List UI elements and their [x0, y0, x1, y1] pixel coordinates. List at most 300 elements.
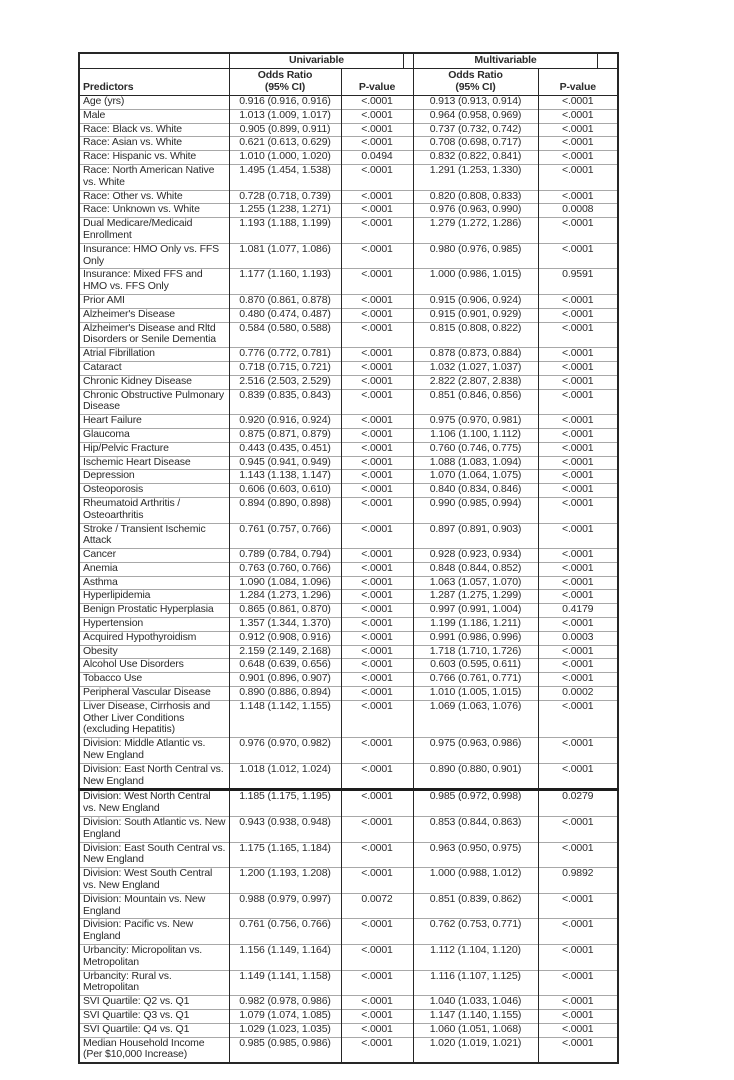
univariable-odds-ratio-cell: 1.193 (1.188, 1.199) — [229, 218, 341, 244]
predictor-cell: Glaucoma — [79, 428, 229, 442]
multivariable-p-value-cell: <.0001 — [538, 497, 618, 523]
multivariable-odds-ratio-cell: 0.897 (0.891, 0.903) — [413, 523, 538, 549]
univariable-p-value-cell: <.0001 — [341, 631, 413, 645]
multivariable-odds-ratio-cell: 0.766 (0.761, 0.771) — [413, 673, 538, 687]
univariable-p-value-cell: <.0001 — [341, 970, 413, 996]
univariable-odds-ratio-cell: 0.945 (0.941, 0.949) — [229, 456, 341, 470]
univariable-odds-ratio-cell: 0.976 (0.970, 0.982) — [229, 738, 341, 764]
univariable-p-value-column-header: P-value — [341, 69, 413, 96]
multivariable-group-header: Multivariable — [413, 54, 598, 68]
univariable-p-value-cell: <.0001 — [341, 109, 413, 123]
table-row — [79, 389, 618, 415]
multivariable-odds-ratio-cell: 1.112 (1.104, 1.120) — [413, 945, 538, 971]
multivariable-group-cell — [413, 53, 618, 69]
table-row — [79, 96, 618, 110]
table-row — [79, 190, 618, 204]
multivariable-p-value-cell: <.0001 — [538, 700, 618, 737]
multivariable-p-value-column-header: P-value — [538, 69, 618, 96]
multivariable-p-value-cell: <.0001 — [538, 842, 618, 868]
predictor-cell: Race: Unknown vs. White — [79, 204, 229, 218]
multivariable-odds-ratio-cell: 1.718 (1.710, 1.726) — [413, 645, 538, 659]
univariable-odds-ratio-cell: 0.890 (0.886, 0.894) — [229, 687, 341, 701]
multivariable-p-value-cell: 0.0279 — [538, 790, 618, 817]
univariable-odds-ratio-cell: 1.185 (1.175, 1.195) — [229, 790, 341, 817]
multivariable-p-value-cell: <.0001 — [538, 1009, 618, 1023]
multivariable-p-value-cell: <.0001 — [538, 919, 618, 945]
multivariable-p-value-cell: <.0001 — [538, 361, 618, 375]
table-row — [79, 604, 618, 618]
multivariable-p-value-cell: <.0001 — [538, 945, 618, 971]
multivariable-odds-ratio-cell: 0.851 (0.846, 0.856) — [413, 389, 538, 415]
predictor-cell: Male — [79, 109, 229, 123]
univariable-odds-ratio-cell: 0.865 (0.861, 0.870) — [229, 604, 341, 618]
univariable-odds-ratio-cell: 0.648 (0.639, 0.656) — [229, 659, 341, 673]
multivariable-p-value-cell: <.0001 — [538, 137, 618, 151]
univariable-odds-ratio-cell: 0.789 (0.784, 0.794) — [229, 549, 341, 563]
multivariable-odds-ratio-cell: 0.963 (0.950, 0.975) — [413, 842, 538, 868]
univariable-p-value-cell: <.0001 — [341, 523, 413, 549]
multivariable-p-value-cell: <.0001 — [538, 348, 618, 362]
multivariable-p-value-cell: <.0001 — [538, 996, 618, 1010]
univariable-p-value-cell: <.0001 — [341, 243, 413, 269]
predictor-cell: Cancer — [79, 549, 229, 563]
multivariable-p-value-cell: 0.9591 — [538, 269, 618, 295]
multivariable-odds-ratio-cell: 0.975 (0.963, 0.986) — [413, 738, 538, 764]
univariable-odds-ratio-cell: 1.148 (1.142, 1.155) — [229, 700, 341, 737]
multivariable-odds-ratio-cell: 0.980 (0.976, 0.985) — [413, 243, 538, 269]
multivariable-odds-ratio-cell: 0.878 (0.873, 0.884) — [413, 348, 538, 362]
predictor-cell: Hyperlipidemia — [79, 590, 229, 604]
multivariable-odds-ratio-cell: 1.063 (1.057, 1.070) — [413, 576, 538, 590]
univariable-p-value-cell: <.0001 — [341, 484, 413, 498]
univariable-p-value-cell: <.0001 — [341, 164, 413, 190]
table-row — [79, 361, 618, 375]
univariable-p-value-cell: <.0001 — [341, 218, 413, 244]
predictor-cell: Cataract — [79, 361, 229, 375]
multivariable-odds-ratio-cell: 0.603 (0.595, 0.611) — [413, 659, 538, 673]
multivariable-odds-ratio-cell: 1.291 (1.253, 1.330) — [413, 164, 538, 190]
table-body — [79, 96, 618, 1064]
multivariable-p-value-cell: <.0001 — [538, 576, 618, 590]
univariable-odds-ratio-cell: 0.480 (0.474, 0.487) — [229, 308, 341, 322]
univariable-odds-ratio-cell: 0.988 (0.979, 0.997) — [229, 893, 341, 919]
predictor-cell: Urbancity: Rural vs. Metropolitan — [79, 970, 229, 996]
multivariable-odds-ratio-cell: 1.032 (1.027, 1.037) — [413, 361, 538, 375]
univariable-p-value-cell: <.0001 — [341, 470, 413, 484]
multivariable-odds-ratio-cell: 0.832 (0.822, 0.841) — [413, 151, 538, 165]
predictor-cell: Division: East South Central vs. New England — [79, 842, 229, 868]
predictor-cell: SVI Quartile: Q4 vs. Q1 — [79, 1023, 229, 1037]
multivariable-odds-ratio-cell: 0.815 (0.808, 0.822) — [413, 322, 538, 348]
univariable-p-value-cell: <.0001 — [341, 442, 413, 456]
univariable-p-value-cell: <.0001 — [341, 322, 413, 348]
univariable-odds-ratio-cell: 1.357 (1.344, 1.370) — [229, 618, 341, 632]
predictor-cell: Acquired Hypothyroidism — [79, 631, 229, 645]
odds-ratio-label-line2: (95% CI) — [455, 80, 496, 93]
table-row — [79, 631, 618, 645]
univariable-p-value-cell: <.0001 — [341, 590, 413, 604]
predictor-cell: Insurance: HMO Only vs. FFS Only — [79, 243, 229, 269]
predictor-cell: Race: Black vs. White — [79, 123, 229, 137]
table-row — [79, 294, 618, 308]
univariable-p-value-cell: <.0001 — [341, 763, 413, 790]
univariable-odds-ratio-cell: 0.901 (0.896, 0.907) — [229, 673, 341, 687]
predictor-cell: Tobacco Use — [79, 673, 229, 687]
predictor-cell: Alcohol Use Disorders — [79, 659, 229, 673]
table-row — [79, 618, 618, 632]
multivariable-odds-ratio-cell: 1.000 (0.988, 1.012) — [413, 868, 538, 894]
odds-ratio-results-table — [78, 52, 619, 1064]
table-row — [79, 204, 618, 218]
multivariable-p-value-cell: <.0001 — [538, 673, 618, 687]
column-header-row — [79, 69, 618, 96]
multivariable-odds-ratio-cell: 1.070 (1.064, 1.075) — [413, 470, 538, 484]
predictor-cell: Race: Asian vs. White — [79, 137, 229, 151]
multivariable-odds-ratio-cell: 0.915 (0.901, 0.929) — [413, 308, 538, 322]
univariable-odds-ratio-cell: 0.985 (0.985, 0.986) — [229, 1037, 341, 1063]
multivariable-odds-ratio-cell: 0.976 (0.963, 0.990) — [413, 204, 538, 218]
multivariable-odds-ratio-cell: 1.199 (1.186, 1.211) — [413, 618, 538, 632]
table-row — [79, 484, 618, 498]
table-row — [79, 348, 618, 362]
predictor-cell: Dual Medicare/Medicaid Enrollment — [79, 218, 229, 244]
table-row — [79, 817, 618, 843]
multivariable-odds-ratio-cell: 1.000 (0.986, 1.015) — [413, 269, 538, 295]
multivariable-odds-ratio-cell: 0.964 (0.958, 0.969) — [413, 109, 538, 123]
multivariable-p-value-cell: <.0001 — [538, 893, 618, 919]
univariable-odds-ratio-cell: 0.443 (0.435, 0.451) — [229, 442, 341, 456]
multivariable-p-value-cell: <.0001 — [538, 659, 618, 673]
table-row — [79, 562, 618, 576]
univariable-odds-ratio-cell: 1.090 (1.084, 1.096) — [229, 576, 341, 590]
univariable-p-value-cell: <.0001 — [341, 700, 413, 737]
predictor-cell: Rheumatoid Arthritis / Osteoarthritis — [79, 497, 229, 523]
multivariable-odds-ratio-cell: 0.737 (0.732, 0.742) — [413, 123, 538, 137]
univariable-p-value-cell: <.0001 — [341, 618, 413, 632]
univariable-p-value-cell: <.0001 — [341, 738, 413, 764]
univariable-p-value-cell: <.0001 — [341, 361, 413, 375]
table-row — [79, 996, 618, 1010]
univariable-p-value-cell: <.0001 — [341, 945, 413, 971]
table-row — [79, 428, 618, 442]
multivariable-p-value-cell: <.0001 — [538, 389, 618, 415]
predictor-cell: Obesity — [79, 645, 229, 659]
univariable-odds-ratio-cell: 1.013 (1.009, 1.017) — [229, 109, 341, 123]
univariable-p-value-cell: <.0001 — [341, 549, 413, 563]
multivariable-p-value-cell: <.0001 — [538, 308, 618, 322]
univariable-odds-ratio-cell: 0.839 (0.835, 0.843) — [229, 389, 341, 415]
multivariable-odds-ratio-cell: 1.147 (1.140, 1.155) — [413, 1009, 538, 1023]
table-row — [79, 218, 618, 244]
univariable-p-value-cell: <.0001 — [341, 1023, 413, 1037]
corner-cell — [79, 53, 229, 69]
table-row — [79, 164, 618, 190]
predictor-cell: Liver Disease, Cirrhosis and Other Liver Conditions (excluding Hepatitis) — [79, 700, 229, 737]
univariable-odds-ratio-cell: 0.916 (0.916, 0.916) — [229, 96, 341, 110]
multivariable-p-value-cell: <.0001 — [538, 763, 618, 790]
multivariable-p-value-cell: <.0001 — [538, 375, 618, 389]
predictor-cell: Division: South Atlantic vs. New England — [79, 817, 229, 843]
univariable-odds-ratio-cell: 0.920 (0.916, 0.924) — [229, 415, 341, 429]
predictor-cell: Division: Pacific vs. New England — [79, 919, 229, 945]
table-row — [79, 470, 618, 484]
multivariable-p-value-cell: <.0001 — [538, 1037, 618, 1063]
predictor-cell: Alzheimer's Disease — [79, 308, 229, 322]
multivariable-odds-ratio-cell: 1.279 (1.272, 1.286) — [413, 218, 538, 244]
table-row — [79, 970, 618, 996]
table-row — [79, 673, 618, 687]
multivariable-p-value-cell: 0.9892 — [538, 868, 618, 894]
univariable-odds-ratio-cell: 1.143 (1.138, 1.147) — [229, 470, 341, 484]
odds-ratio-label-line2: (95% CI) — [264, 80, 306, 93]
univariable-odds-ratio-cell: 0.763 (0.760, 0.766) — [229, 562, 341, 576]
predictor-cell: Alzheimer's Disease and Rltd Disorders or Senile Dementia — [79, 322, 229, 348]
univariable-odds-ratio-cell: 1.081 (1.077, 1.086) — [229, 243, 341, 269]
univariable-p-value-cell: <.0001 — [341, 348, 413, 362]
univariable-p-value-cell: <.0001 — [341, 428, 413, 442]
multivariable-p-value-cell: <.0001 — [538, 294, 618, 308]
univariable-p-value-cell: <.0001 — [341, 308, 413, 322]
table-row — [79, 1037, 618, 1063]
univariable-odds-ratio-cell: 2.159 (2.149, 2.168) — [229, 645, 341, 659]
table-row — [79, 687, 618, 701]
univariable-p-value-cell: <.0001 — [341, 790, 413, 817]
predictor-cell: Asthma — [79, 576, 229, 590]
multivariable-p-value-cell: <.0001 — [538, 243, 618, 269]
multivariable-p-value-cell: 0.0008 — [538, 204, 618, 218]
univariable-odds-ratio-cell: 1.177 (1.160, 1.193) — [229, 269, 341, 295]
predictor-cell: Race: Other vs. White — [79, 190, 229, 204]
multivariable-odds-ratio-cell: 1.020 (1.019, 1.021) — [413, 1037, 538, 1063]
univariable-odds-ratio-cell: 0.894 (0.890, 0.898) — [229, 497, 341, 523]
univariable-odds-ratio-cell: 1.149 (1.141, 1.158) — [229, 970, 341, 996]
univariable-odds-ratio-cell: 2.516 (2.503, 2.529) — [229, 375, 341, 389]
predictor-cell: Chronic Obstructive Pulmonary Disease — [79, 389, 229, 415]
univariable-odds-ratio-cell: 1.156 (1.149, 1.164) — [229, 945, 341, 971]
multivariable-p-value-cell: <.0001 — [538, 322, 618, 348]
predictor-cell: Stroke / Transient Ischemic Attack — [79, 523, 229, 549]
univariable-p-value-cell: <.0001 — [341, 576, 413, 590]
predictor-cell: Heart Failure — [79, 415, 229, 429]
univariable-p-value-cell: <.0001 — [341, 294, 413, 308]
table-row — [79, 1023, 618, 1037]
multivariable-p-value-cell: <.0001 — [538, 190, 618, 204]
predictor-cell: Division: East North Central vs. New England — [79, 763, 229, 790]
multivariable-odds-ratio-cell: 0.915 (0.906, 0.924) — [413, 294, 538, 308]
table-row — [79, 945, 618, 971]
multivariable-odds-ratio-cell: 1.106 (1.100, 1.112) — [413, 428, 538, 442]
group-header-row — [79, 53, 618, 69]
univariable-p-value-cell: <.0001 — [341, 1037, 413, 1063]
univariable-odds-ratio-cell: 0.621 (0.613, 0.629) — [229, 137, 341, 151]
table-row — [79, 645, 618, 659]
multivariable-p-value-cell: <.0001 — [538, 484, 618, 498]
univariable-p-value-cell: <.0001 — [341, 137, 413, 151]
predictor-cell: Depression — [79, 470, 229, 484]
univariable-p-value-cell: <.0001 — [341, 996, 413, 1010]
predictor-cell: Benign Prostatic Hyperplasia — [79, 604, 229, 618]
multivariable-odds-ratio-cell: 1.088 (1.083, 1.094) — [413, 456, 538, 470]
predictor-cell: Prior AMI — [79, 294, 229, 308]
univariable-odds-ratio-cell: 1.018 (1.012, 1.024) — [229, 763, 341, 790]
univariable-odds-ratio-cell: 0.718 (0.715, 0.721) — [229, 361, 341, 375]
univariable-p-value-cell: <.0001 — [341, 1009, 413, 1023]
univariable-p-value-cell: <.0001 — [341, 375, 413, 389]
multivariable-p-value-cell: <.0001 — [538, 645, 618, 659]
table-row — [79, 842, 618, 868]
predictor-cell: Median Household Income (Per $10,000 Increase) — [79, 1037, 229, 1063]
multivariable-p-value-cell: <.0001 — [538, 456, 618, 470]
univariable-p-value-cell: <.0001 — [341, 389, 413, 415]
predictor-cell: Osteoporosis — [79, 484, 229, 498]
multivariable-odds-ratio-cell: 0.840 (0.834, 0.846) — [413, 484, 538, 498]
multivariable-p-value-cell: <.0001 — [538, 817, 618, 843]
table-row — [79, 109, 618, 123]
univariable-group-cell — [229, 53, 413, 69]
multivariable-p-value-cell: <.0001 — [538, 523, 618, 549]
table-row — [79, 415, 618, 429]
predictor-cell: Division: Mountain vs. New England — [79, 893, 229, 919]
table-row — [79, 269, 618, 295]
multivariable-p-value-cell: 0.0002 — [538, 687, 618, 701]
multivariable-p-value-cell: 0.0003 — [538, 631, 618, 645]
univariable-odds-ratio-cell: 0.761 (0.756, 0.766) — [229, 919, 341, 945]
predictor-cell: Hip/Pelvic Fracture — [79, 442, 229, 456]
predictor-cell: Division: West South Central vs. New England — [79, 868, 229, 894]
multivariable-odds-ratio-cell: 2.822 (2.807, 2.838) — [413, 375, 538, 389]
univariable-odds-ratio-cell: 0.761 (0.757, 0.766) — [229, 523, 341, 549]
univariable-odds-ratio-cell: 0.982 (0.978, 0.986) — [229, 996, 341, 1010]
multivariable-p-value-cell: 0.4179 — [538, 604, 618, 618]
univariable-p-value-cell: <.0001 — [341, 868, 413, 894]
univariable-p-value-cell: <.0001 — [341, 842, 413, 868]
univariable-odds-ratio-cell: 0.728 (0.718, 0.739) — [229, 190, 341, 204]
multivariable-odds-ratio-cell: 0.708 (0.698, 0.717) — [413, 137, 538, 151]
univariable-odds-ratio-cell: 1.079 (1.074, 1.085) — [229, 1009, 341, 1023]
multivariable-p-value-cell: <.0001 — [538, 218, 618, 244]
table-row — [79, 151, 618, 165]
univariable-odds-ratio-column-header — [229, 69, 341, 96]
univariable-p-value-cell: <.0001 — [341, 269, 413, 295]
univariable-odds-ratio-cell: 0.905 (0.899, 0.911) — [229, 123, 341, 137]
multivariable-odds-ratio-cell: 0.820 (0.808, 0.833) — [413, 190, 538, 204]
univariable-p-value-cell: 0.0072 — [341, 893, 413, 919]
predictor-cell: Peripheral Vascular Disease — [79, 687, 229, 701]
univariable-odds-ratio-cell: 1.284 (1.273, 1.296) — [229, 590, 341, 604]
univariable-p-value-cell: <.0001 — [341, 919, 413, 945]
univariable-odds-ratio-cell: 1.175 (1.165, 1.184) — [229, 842, 341, 868]
predictor-cell: Hypertension — [79, 618, 229, 632]
multivariable-odds-ratio-cell: 0.913 (0.913, 0.914) — [413, 96, 538, 110]
table-row — [79, 919, 618, 945]
table-row — [79, 442, 618, 456]
table-row — [79, 893, 618, 919]
multivariable-odds-ratio-cell: 0.990 (0.985, 0.994) — [413, 497, 538, 523]
univariable-p-value-cell: <.0001 — [341, 687, 413, 701]
multivariable-odds-ratio-cell: 0.975 (0.970, 0.981) — [413, 415, 538, 429]
univariable-odds-ratio-cell: 1.200 (1.193, 1.208) — [229, 868, 341, 894]
multivariable-p-value-cell: <.0001 — [538, 970, 618, 996]
odds-ratio-label-line1: Odds Ratio — [448, 69, 503, 81]
predictor-cell: Urbancity: Micropolitan vs. Metropolitan — [79, 945, 229, 971]
univariable-odds-ratio-cell: 0.584 (0.580, 0.588) — [229, 322, 341, 348]
predictor-cell: Race: North American Native vs. White — [79, 164, 229, 190]
multivariable-p-value-cell: <.0001 — [538, 590, 618, 604]
predictor-cell: Race: Hispanic vs. White — [79, 151, 229, 165]
table-row — [79, 590, 618, 604]
predictor-cell: Division: Middle Atlantic vs. New England — [79, 738, 229, 764]
table-row — [79, 576, 618, 590]
univariable-p-value-cell: 0.0494 — [341, 151, 413, 165]
predictors-column-header: Predictors — [79, 69, 229, 96]
univariable-p-value-cell: <.0001 — [341, 659, 413, 673]
multivariable-odds-ratio-column-header — [413, 69, 538, 96]
table-row — [79, 322, 618, 348]
univariable-group-header: Univariable — [229, 54, 404, 68]
univariable-p-value-cell: <.0001 — [341, 123, 413, 137]
univariable-odds-ratio-cell: 0.870 (0.861, 0.878) — [229, 294, 341, 308]
table-row — [79, 790, 618, 817]
multivariable-odds-ratio-cell: 1.287 (1.275, 1.299) — [413, 590, 538, 604]
multivariable-odds-ratio-cell: 0.851 (0.839, 0.862) — [413, 893, 538, 919]
univariable-p-value-cell: <.0001 — [341, 190, 413, 204]
univariable-p-value-cell: <.0001 — [341, 96, 413, 110]
table-row — [79, 123, 618, 137]
multivariable-p-value-cell: <.0001 — [538, 415, 618, 429]
table-row — [79, 308, 618, 322]
univariable-p-value-cell: <.0001 — [341, 645, 413, 659]
table-row — [79, 659, 618, 673]
table-row — [79, 137, 618, 151]
univariable-p-value-cell: <.0001 — [341, 604, 413, 618]
multivariable-odds-ratio-cell: 1.069 (1.063, 1.076) — [413, 700, 538, 737]
multivariable-odds-ratio-cell: 0.890 (0.880, 0.901) — [413, 763, 538, 790]
predictor-cell: Ischemic Heart Disease — [79, 456, 229, 470]
univariable-odds-ratio-cell: 0.912 (0.908, 0.916) — [229, 631, 341, 645]
multivariable-p-value-cell: <.0001 — [538, 123, 618, 137]
table-row — [79, 497, 618, 523]
univariable-odds-ratio-cell: 0.943 (0.938, 0.948) — [229, 817, 341, 843]
multivariable-odds-ratio-cell: 1.060 (1.051, 1.068) — [413, 1023, 538, 1037]
multivariable-p-value-cell: <.0001 — [538, 96, 618, 110]
univariable-odds-ratio-cell: 0.776 (0.772, 0.781) — [229, 348, 341, 362]
table-row — [79, 868, 618, 894]
predictor-cell: Insurance: Mixed FFS and HMO vs. FFS Only — [79, 269, 229, 295]
multivariable-p-value-cell: <.0001 — [538, 738, 618, 764]
table-row — [79, 763, 618, 790]
multivariable-p-value-cell: <.0001 — [538, 470, 618, 484]
univariable-p-value-cell: <.0001 — [341, 456, 413, 470]
univariable-p-value-cell: <.0001 — [341, 673, 413, 687]
table-row — [79, 700, 618, 737]
multivariable-odds-ratio-cell: 0.928 (0.923, 0.934) — [413, 549, 538, 563]
table-row — [79, 375, 618, 389]
univariable-odds-ratio-cell: 1.029 (1.023, 1.035) — [229, 1023, 341, 1037]
table-row — [79, 549, 618, 563]
predictor-cell: SVI Quartile: Q3 vs. Q1 — [79, 1009, 229, 1023]
univariable-p-value-cell: <.0001 — [341, 562, 413, 576]
multivariable-odds-ratio-cell: 0.762 (0.753, 0.771) — [413, 919, 538, 945]
table-row — [79, 738, 618, 764]
multivariable-odds-ratio-cell: 0.997 (0.991, 1.004) — [413, 604, 538, 618]
multivariable-p-value-cell: <.0001 — [538, 618, 618, 632]
univariable-odds-ratio-cell: 1.255 (1.238, 1.271) — [229, 204, 341, 218]
multivariable-p-value-cell: <.0001 — [538, 1023, 618, 1037]
multivariable-p-value-cell: <.0001 — [538, 549, 618, 563]
multivariable-p-value-cell: <.0001 — [538, 164, 618, 190]
multivariable-odds-ratio-cell: 1.040 (1.033, 1.046) — [413, 996, 538, 1010]
univariable-odds-ratio-cell: 0.606 (0.603, 0.610) — [229, 484, 341, 498]
